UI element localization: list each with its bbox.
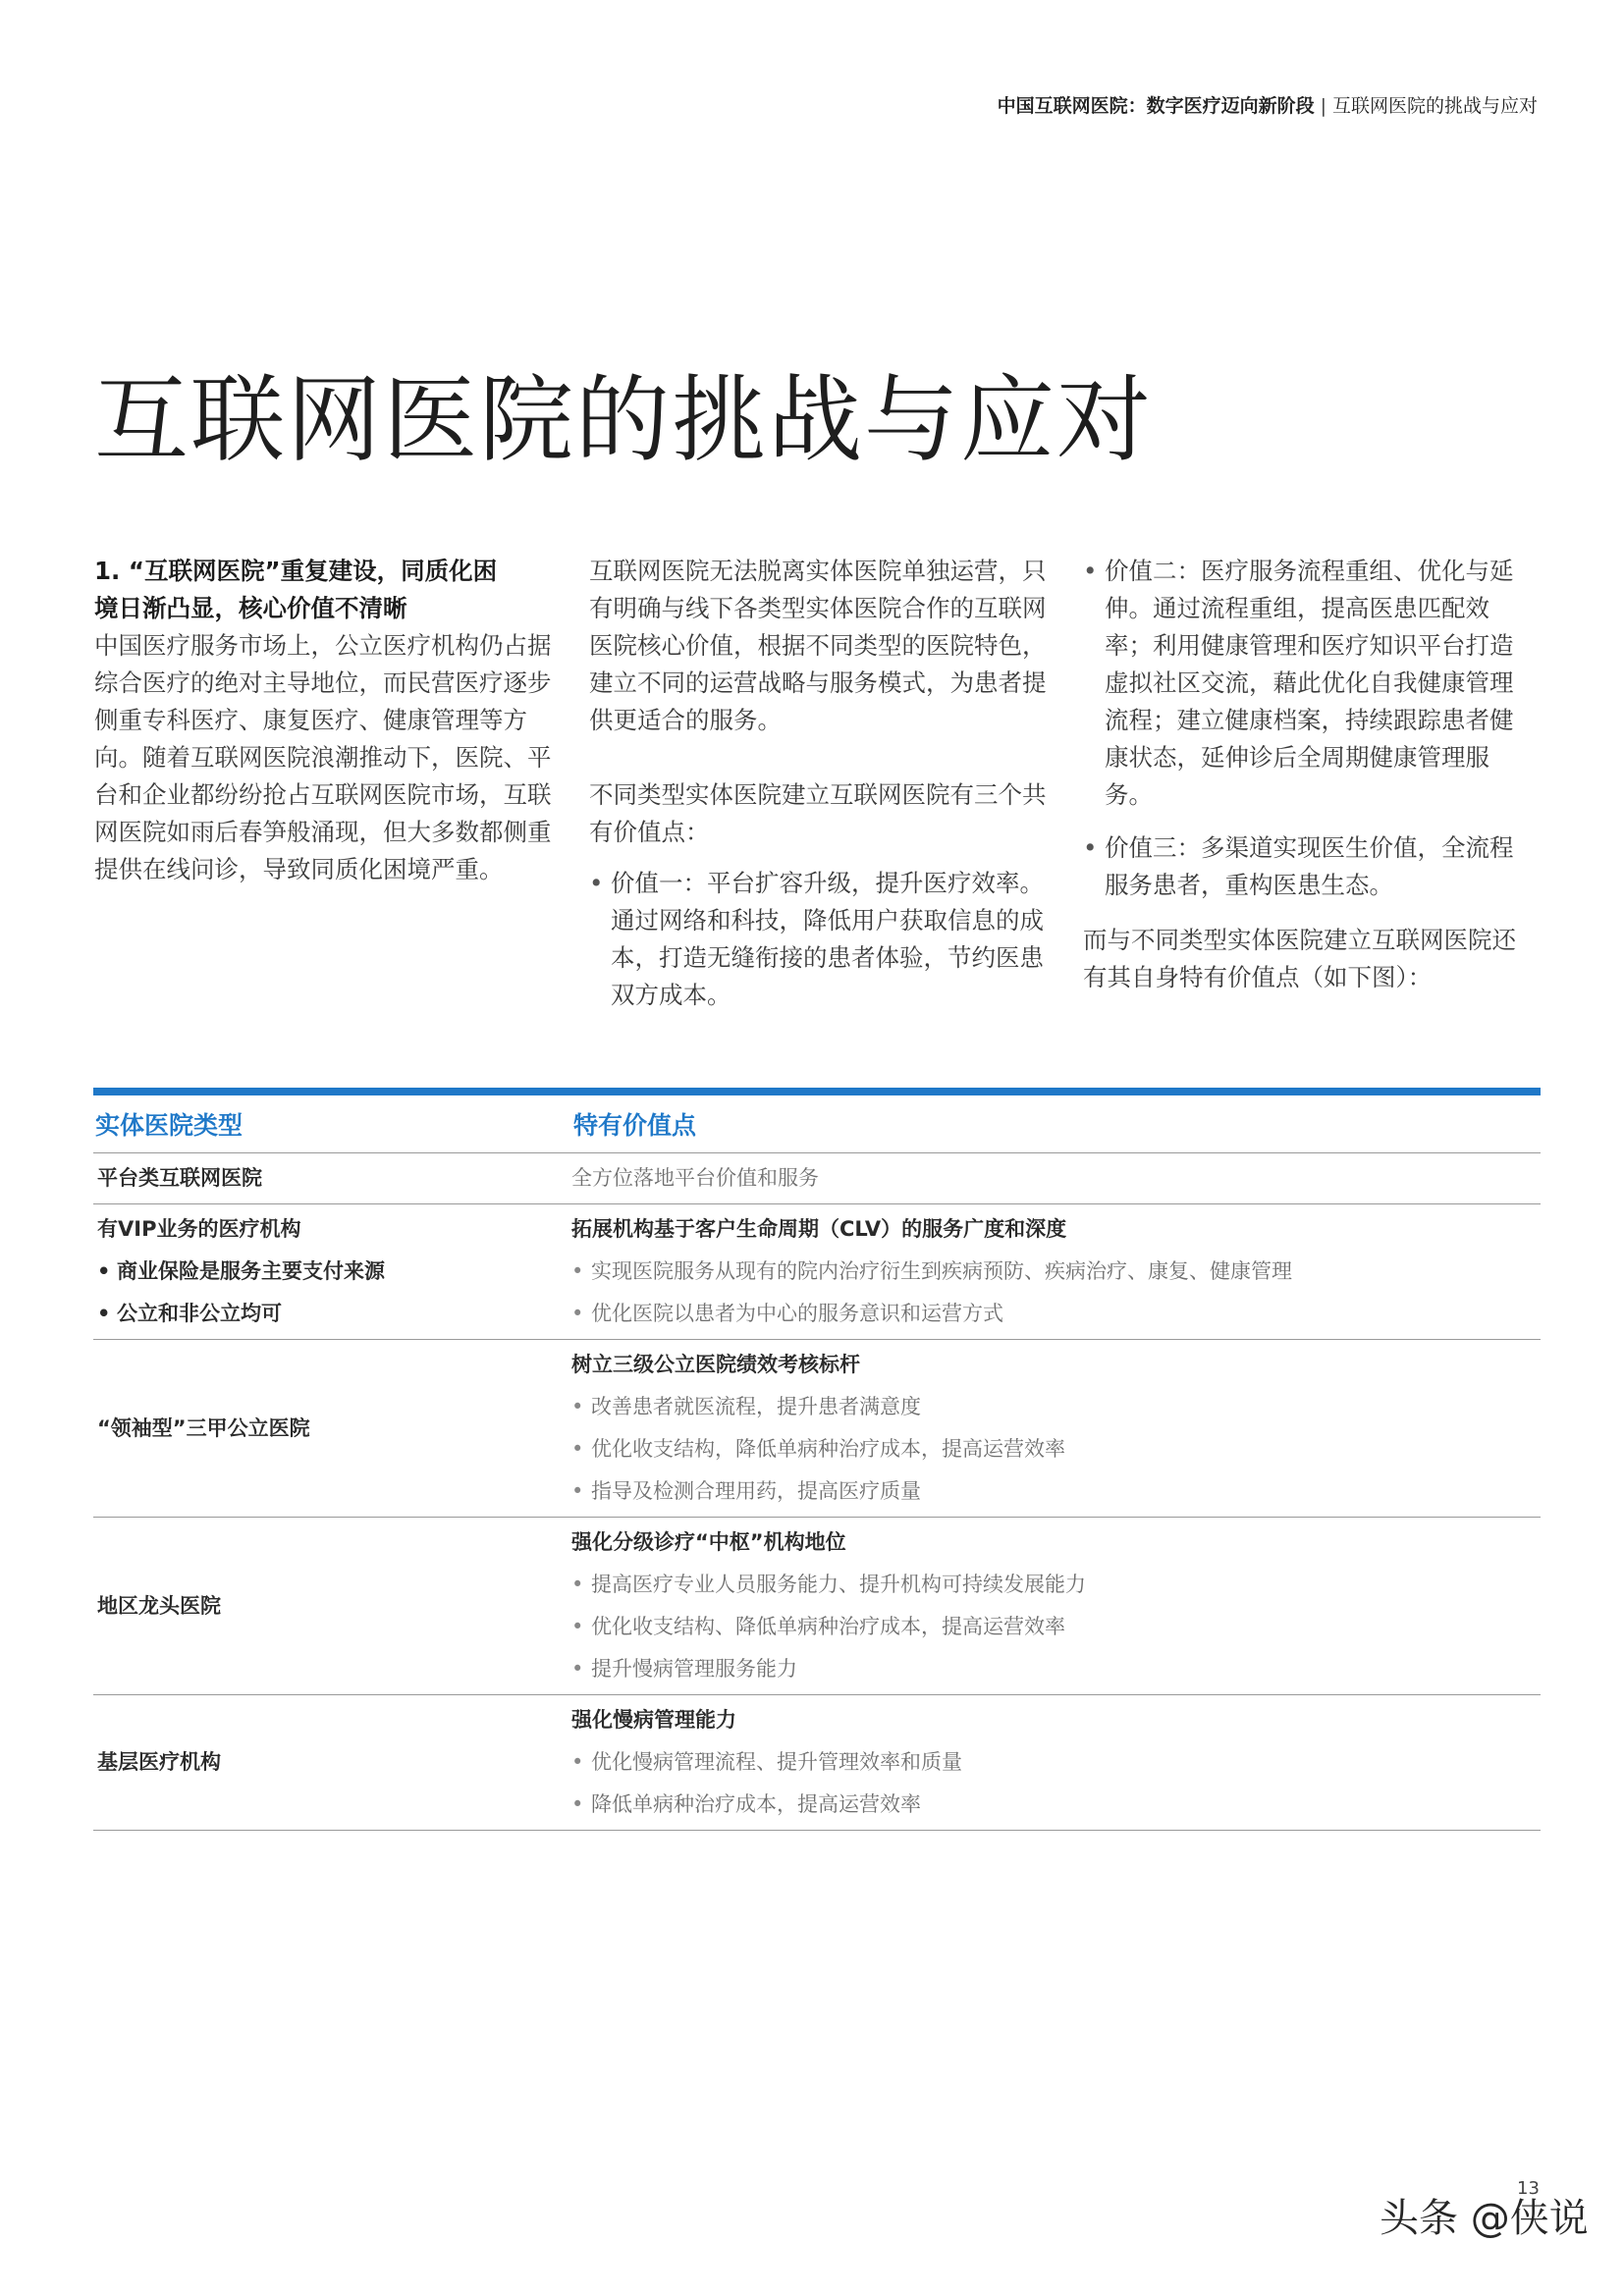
value-heading: 强化分级诊疗“中枢”机构地位 [571,1530,846,1554]
row-type-sub: • 公立和非公立均可 [97,1293,571,1335]
value-text: 全方位落地平台价值和服务 [571,1166,819,1190]
value-three-item: • 价值三：多渠道实现医生价值，全流程服务患者，重构医患生态。 [1083,829,1537,904]
value-heading: 强化慢病管理能力 [571,1708,736,1732]
watermark: 头条 @侠说 [1380,2196,1589,2241]
value-item: • 实现医院服务从现有的院内治疗衍生到疾病预防、疾病治疗、康复、健康管理 [571,1251,1541,1293]
value-one-item: • 价值一：平台扩容升级，提升医疗效率。 通过网络和科技，降低用户获取信息的成本，打造无缝衔接的患者体验，节约医患双方成本。 [589,865,1051,1014]
value-item: • 优化慢病管理流程、提升管理效率和质量 [571,1741,1541,1784]
row-value-cell [571,1340,1541,1517]
row-type: 平台类互联网医院 [97,1166,262,1190]
row-value-cell [571,1695,1541,1830]
table-row [93,1153,1541,1204]
section-heading-line-1: 1. “互联网医院”重复建设，同质化困 [94,557,498,585]
col2-para-2: 不同类型实体医院建立互联网医院有三个共有价值点： [589,780,1047,846]
row-value-cell [571,1518,1541,1694]
value-item: • 提升慢病管理服务能力 [571,1648,1541,1690]
row-type-cell [93,1204,571,1339]
row-value-cell [571,1153,1541,1203]
value-item: • 指导及检测合理用药，提高医疗质量 [571,1470,1541,1513]
section-heading [94,553,556,627]
row-type: 有VIP业务的医疗机构 [97,1217,301,1241]
table-row [93,1695,1541,1831]
row-type-cell [93,1340,571,1517]
table-header-row [93,1095,1541,1153]
value-item: • 优化收支结构、降低单病种治疗成本，提高运营效率 [571,1606,1541,1648]
row-type: 地区龙头医院 [97,1593,221,1618]
row-type: “领袖型”三甲公立医院 [97,1415,310,1440]
col1-body: 中国医疗服务市场上，公立医疗机构仍占据综合医疗的绝对主导地位，而民营医疗逐步侧重专科医疗、康复医疗、健康管理等方向。随着互联网医院浪潮推动下，医院、平台和企业都纷纷抢占互联网医院市场，互联网医院如雨后春笋般涌现，但大多数都侧重提供在线问诊，导致同质化困境严重。 [94,631,552,883]
value-item: • 降低单病种治疗成本，提高运营效率 [571,1784,1541,1826]
table-row [93,1204,1541,1340]
header-separator: | [1320,95,1326,117]
table-row [93,1518,1541,1695]
value-item: • 优化收支结构，降低单病种治疗成本，提高运营效率 [571,1428,1541,1470]
column-3 [1083,553,1537,996]
header-hospital-type: 实体医院类型 [95,1111,244,1140]
section-heading-line-2: 境日渐凸显，核心价值不清晰 [94,594,407,622]
row-type-cell [93,1518,571,1694]
row-type-cell [93,1695,571,1830]
header-unique-value: 特有价值点 [573,1111,697,1140]
row-type-sub: • 商业保险是服务主要支付来源 [97,1251,571,1293]
value-heading: 拓展机构基于客户生命周期（CLV）的服务广度和深度 [571,1217,1067,1241]
column-2 [589,553,1051,1014]
value-list-part-2 [1083,553,1537,904]
row-type-cell [93,1153,571,1203]
column-1 [94,553,556,888]
row-value-cell [571,1204,1541,1339]
value-item: • 优化医院以患者为中心的服务意识和运营方式 [571,1293,1541,1335]
hospital-value-table [93,1088,1541,1831]
page-title: 互联网医院的挑战与应对 [94,365,1153,475]
section-title: 互联网医院的挑战与应对 [1331,95,1538,117]
row-type: 基层医疗机构 [97,1750,221,1774]
table-row [93,1340,1541,1518]
value-two-item: • 价值二：医疗服务流程重组、优化与延伸。通过流程重组，提高医患匹配效率；利用健康管理和医疗知识平台打造虚拟社区交流，藉此优化自我健康管理流程；建立健康档案，持续跟踪患者健康状态，延伸诊后全周期健康管理服务。 [1083,553,1537,814]
col2-para-1: 互联网医院无法脱离实体医院单独运营，只有明确与线下各类型实体医院合作的互联网医院核心价值，根据不同类型的医院特色，建立不同的运营战略与服务模式，为患者提供更适合的服务。 [589,557,1047,734]
value-list-part-1 [589,865,1051,1014]
value-heading: 树立三级公立医院绩效考核标杆 [571,1353,860,1376]
running-header [998,91,1538,118]
col3-closing-para: 而与不同类型实体医院建立互联网医院还有其自身特有价值点（如下图）： [1083,926,1516,991]
page-number: 13 [1517,2178,1540,2199]
table-top-rule [93,1088,1541,1095]
report-title: 中国互联网医院：数字医疗迈向新阶段 [997,95,1315,117]
value-item: • 提高医疗专业人员服务能力、提升机构可持续发展能力 [571,1564,1541,1606]
value-item: • 改善患者就医流程，提升患者满意度 [571,1386,1541,1428]
